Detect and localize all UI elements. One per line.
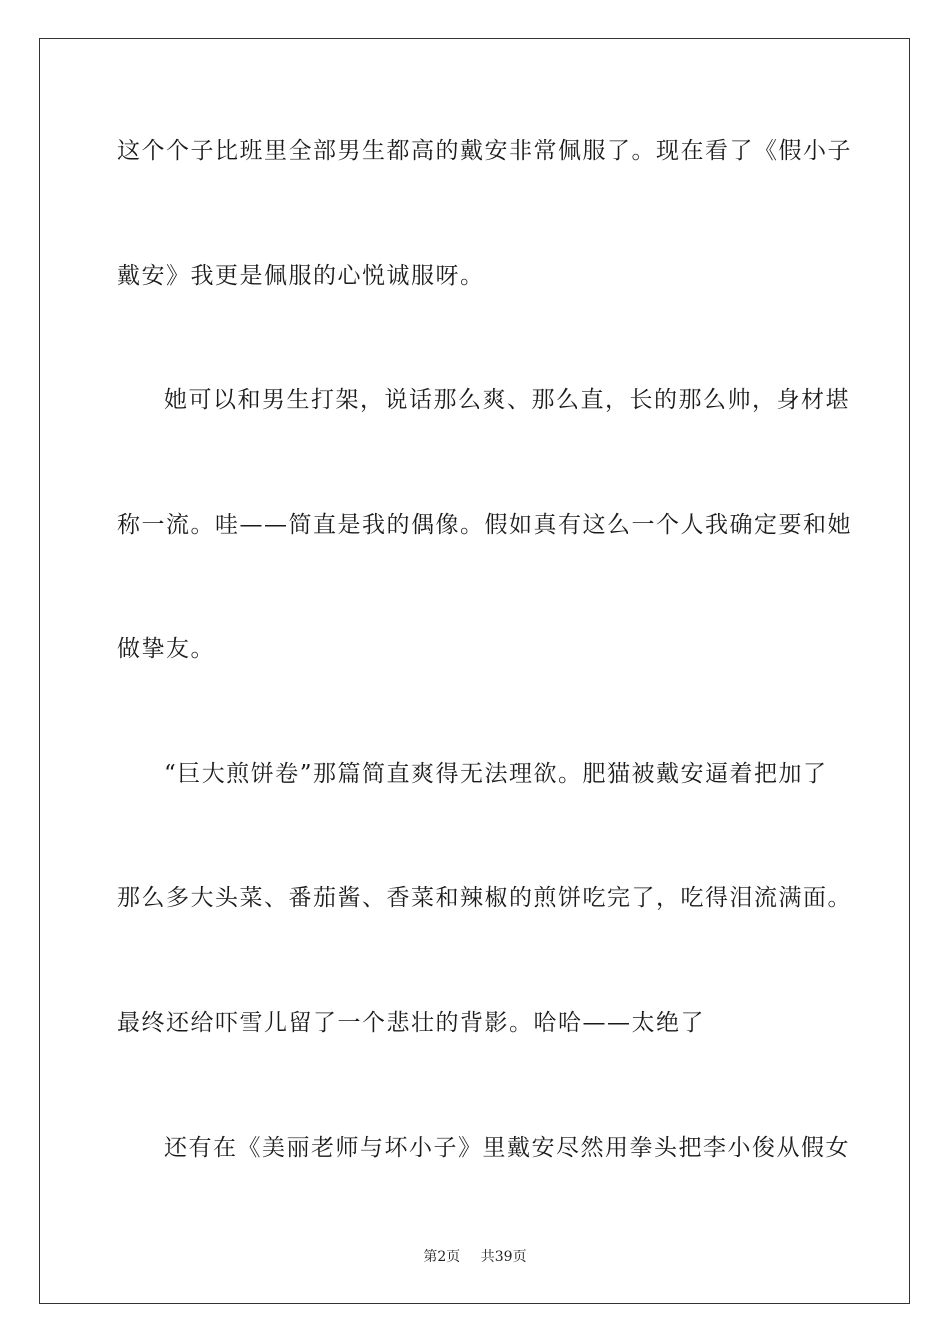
page-number: 第2页	[423, 1249, 461, 1265]
paragraph-start-line: 还有在《美丽老师与坏小子》里戴安尽然用拳头把李小俊从假女	[164, 1135, 850, 1161]
text-line: 戴安》我更是佩服的心悦诚服呀。	[117, 263, 485, 289]
text-line: 最终还给吓雪儿留了一个悲壮的背影。哈哈——太绝了	[117, 1010, 705, 1036]
page-border	[39, 38, 910, 1304]
paragraph-start-line: 她可以和男生打架，说话那么爽、那么直，长的那么帅，身材堪	[164, 387, 850, 413]
text-line: 做挚友。	[117, 636, 215, 662]
paragraph-start-line: “巨大煎饼卷”那篇简直爽得无法理欲。肥猫被戴安逼着把加了	[164, 761, 828, 787]
page-footer	[0, 1248, 950, 1266]
text-line: 这个个子比班里全部男生都高的戴安非常佩服了。现在看了《假小子	[117, 138, 852, 164]
text-line: 称一流。哇——简直是我的偶像。假如真有这么一个人我确定要和她	[117, 512, 852, 538]
page-total: 共39页	[480, 1249, 527, 1265]
text-line: 那么多大头菜、番茄酱、香菜和辣椒的煎饼吃完了，吃得泪流满面。	[117, 885, 852, 911]
